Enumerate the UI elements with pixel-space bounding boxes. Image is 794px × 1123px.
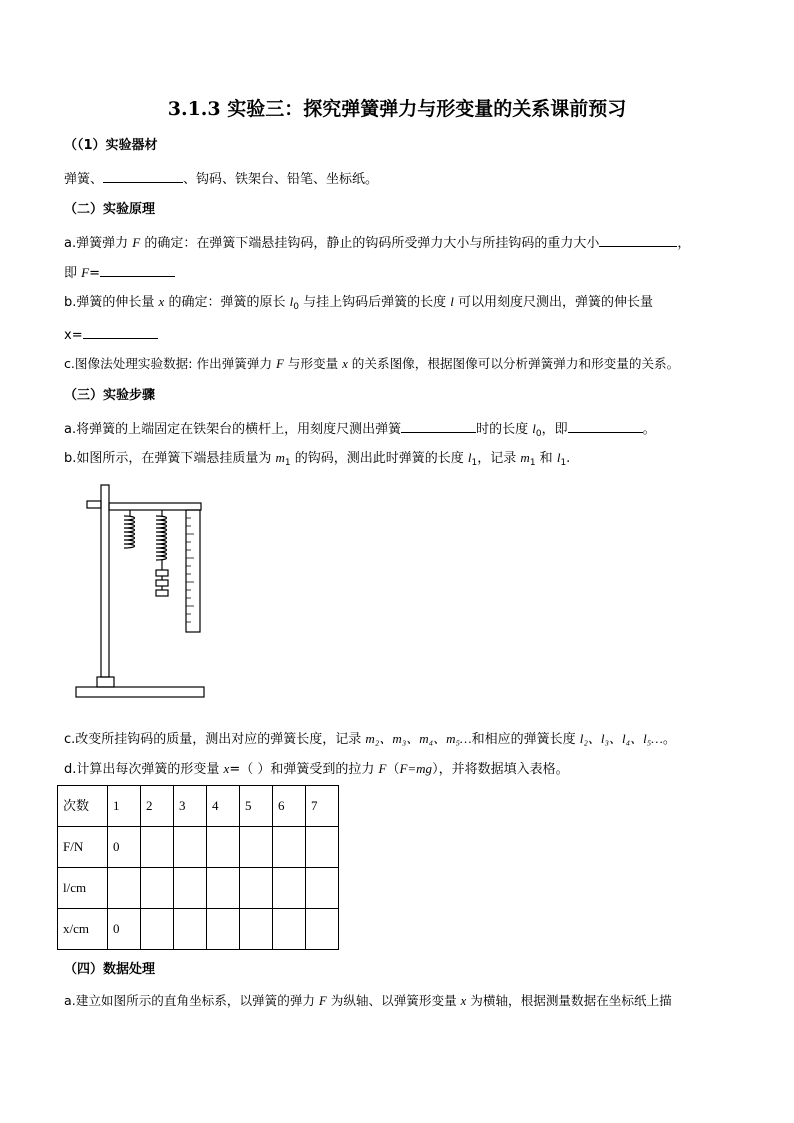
var-F: F — [378, 761, 387, 776]
text: 的确定：在弹簧下端悬挂钩码，静止的钩码所受弹力大小与所挂钩码的重力大小 — [140, 236, 600, 251]
table-header-cell: 4 — [207, 786, 240, 827]
table-cell[interactable]: 0 — [108, 827, 141, 868]
weight-3 — [156, 590, 168, 596]
table-cell[interactable] — [174, 909, 207, 950]
subscript: 1 — [529, 458, 536, 468]
stand-base — [76, 687, 204, 697]
text: a.将弹簧的上端固定在铁架台的横杆上，用刻度尺测出弹簧 — [64, 422, 402, 437]
text: c.改变所挂钩码的质量，测出对应的弹簧长度，记录 — [64, 732, 366, 747]
text: = — [89, 266, 100, 281]
text: . — [566, 451, 571, 466]
var-m: m — [275, 450, 285, 465]
ruler-ticks — [186, 518, 194, 622]
table-cell[interactable] — [273, 868, 306, 909]
var-F: F — [276, 357, 284, 371]
table-cell[interactable] — [174, 868, 207, 909]
stand-crossbar — [109, 503, 201, 510]
equipment-line — [64, 168, 378, 189]
text: 即 — [64, 266, 82, 281]
steps-d-line — [64, 760, 569, 779]
var-F: F — [319, 994, 327, 1008]
answer-blank[interactable] — [103, 168, 183, 183]
text: 。 — [642, 422, 656, 437]
table-row-label: x/cm — [58, 909, 108, 950]
table-header-cell: 5 — [240, 786, 273, 827]
var-l: l — [450, 294, 454, 309]
steps-a-line — [64, 418, 656, 443]
var-F: F — [81, 265, 90, 280]
text: a.弹簧弹力 — [64, 236, 133, 251]
text: 为横轴，根据测量数据在坐标纸上描 — [466, 993, 672, 1008]
var-x: x — [342, 357, 348, 371]
text: ，即 — [541, 422, 568, 437]
table-cell[interactable] — [141, 909, 174, 950]
var-masses: m₂、m₃、m₄、m₅… — [365, 731, 472, 746]
var-x: x — [158, 294, 165, 309]
var-l: l — [289, 294, 294, 309]
table-cell[interactable] — [207, 827, 240, 868]
text: x= — [64, 328, 83, 343]
var-m: m — [520, 450, 530, 465]
answer-blank[interactable] — [401, 418, 476, 433]
answer-blank[interactable] — [599, 232, 677, 247]
principle-a-line1 — [64, 232, 690, 253]
table-cell[interactable] — [240, 909, 273, 950]
table-cell[interactable] — [306, 827, 339, 868]
table-cell[interactable] — [306, 868, 339, 909]
table-header-cell: 2 — [141, 786, 174, 827]
text: 和 — [535, 451, 557, 466]
var-l: l — [556, 450, 561, 465]
page-title: 3.1.3 实验三：探究弹簧弹力与形变量的关系课前预习 — [167, 98, 627, 120]
text: c.图像法处理实验数据: 作出弹簧弹力 — [64, 356, 277, 371]
var-x: x — [223, 761, 230, 776]
answer-blank[interactable] — [83, 324, 158, 339]
text: a.建立如图所示的直角坐标系，以弹簧的弹力 — [64, 993, 320, 1008]
principle-a-line2 — [64, 262, 175, 283]
table-header-cell: 1 — [108, 786, 141, 827]
steps-c-line — [64, 730, 676, 749]
table-row-label: l/cm — [58, 868, 108, 909]
text: ），并将数据填入表格。 — [432, 762, 569, 777]
table-row — [58, 827, 339, 868]
table-row — [58, 868, 339, 909]
spring-1-coil — [124, 516, 135, 548]
answer-blank[interactable] — [100, 262, 175, 277]
subscript: 1 — [471, 458, 478, 468]
text: 可以用刻度尺测出，弹簧的伸长量 — [453, 295, 653, 310]
var-x: x — [460, 994, 467, 1008]
table-cell[interactable] — [174, 827, 207, 868]
table-cell[interactable] — [108, 868, 141, 909]
answer-blank[interactable] — [568, 418, 643, 433]
subscript: 1 — [284, 458, 291, 468]
text: 的确定：弹簧的原长 — [164, 295, 290, 310]
steps-b-line — [64, 449, 570, 472]
table-header-cell: 次数 — [58, 786, 108, 827]
text: 。 — [662, 732, 676, 747]
table-cell[interactable] — [240, 868, 273, 909]
weight-2 — [156, 580, 168, 586]
principle-b-line2 — [64, 324, 158, 345]
text: 和相应的弹簧长度 — [471, 732, 580, 747]
section-heading-equipment: （（1）实验器材 — [64, 138, 158, 153]
table-row-label: F/N — [58, 827, 108, 868]
stand-pole — [101, 485, 109, 677]
text: b.弹簧的伸长量 — [64, 295, 159, 310]
text: 为纵轴、以弹簧形变量 — [326, 993, 461, 1008]
equipment-text-a: 弹簧、 — [64, 172, 104, 187]
section-heading-data-processing: （四）数据处理 — [64, 962, 156, 977]
text: 的关系图像，根据图像可以分析弹簧弹力和形变量的关系。 — [347, 356, 680, 371]
equipment-text-b: 、钩码、铁架台、铅笔、坐标纸。 — [183, 172, 379, 187]
text: 与挂上钩码后弹簧的长度 — [298, 295, 451, 310]
text: 的钩码，测出此时弹簧的长度 — [290, 451, 468, 466]
text: （ — [386, 762, 400, 777]
table-cell[interactable] — [306, 909, 339, 950]
data-processing-a-line — [64, 992, 672, 1010]
text: d.计算出每次弹簧的形变量 — [64, 762, 224, 777]
text: ， — [677, 236, 691, 251]
table-header-row — [58, 786, 339, 827]
var-l: l — [532, 421, 536, 436]
table-cell[interactable] — [207, 868, 240, 909]
spring-apparatus-figure — [70, 480, 210, 705]
table-header-cell: 7 — [306, 786, 339, 827]
var-l: l — [467, 450, 472, 465]
weight-1 — [156, 570, 168, 576]
text: b.如图所示，在弹簧下端悬挂质量为 — [64, 451, 276, 466]
table-cell[interactable] — [240, 827, 273, 868]
principle-c-line — [64, 355, 679, 373]
var-F: F — [132, 235, 141, 250]
table-cell[interactable]: 0 — [108, 909, 141, 950]
section-heading-principle: （二）实验原理 — [64, 202, 156, 217]
subscript: 1 — [560, 458, 567, 468]
stand-foot — [97, 677, 114, 687]
subscript: 0 — [293, 302, 299, 312]
text: 时的长度 — [476, 422, 533, 437]
var-lengths: l₂、l₃、l₄、l₅… — [579, 731, 663, 746]
table-header-cell: 6 — [273, 786, 306, 827]
table-cell[interactable] — [207, 909, 240, 950]
text: ，记录 — [477, 451, 521, 466]
table-cell[interactable] — [273, 909, 306, 950]
stand-clamp — [87, 501, 101, 508]
text: 与形变量 — [283, 356, 343, 371]
table-row — [58, 909, 339, 950]
table-header-cell: 3 — [174, 786, 207, 827]
spring-2-coil — [156, 516, 167, 560]
table-cell[interactable] — [273, 827, 306, 868]
text: =（ ）和弹簧受到的拉力 — [229, 762, 379, 777]
table-cell[interactable] — [141, 868, 174, 909]
principle-b-line1 — [64, 293, 653, 316]
section-heading-steps: （三）实验步骤 — [64, 388, 156, 403]
data-table — [57, 785, 339, 950]
subscript: 0 — [535, 429, 542, 439]
var-formula: F=mg — [399, 761, 433, 776]
table-cell[interactable] — [141, 827, 174, 868]
